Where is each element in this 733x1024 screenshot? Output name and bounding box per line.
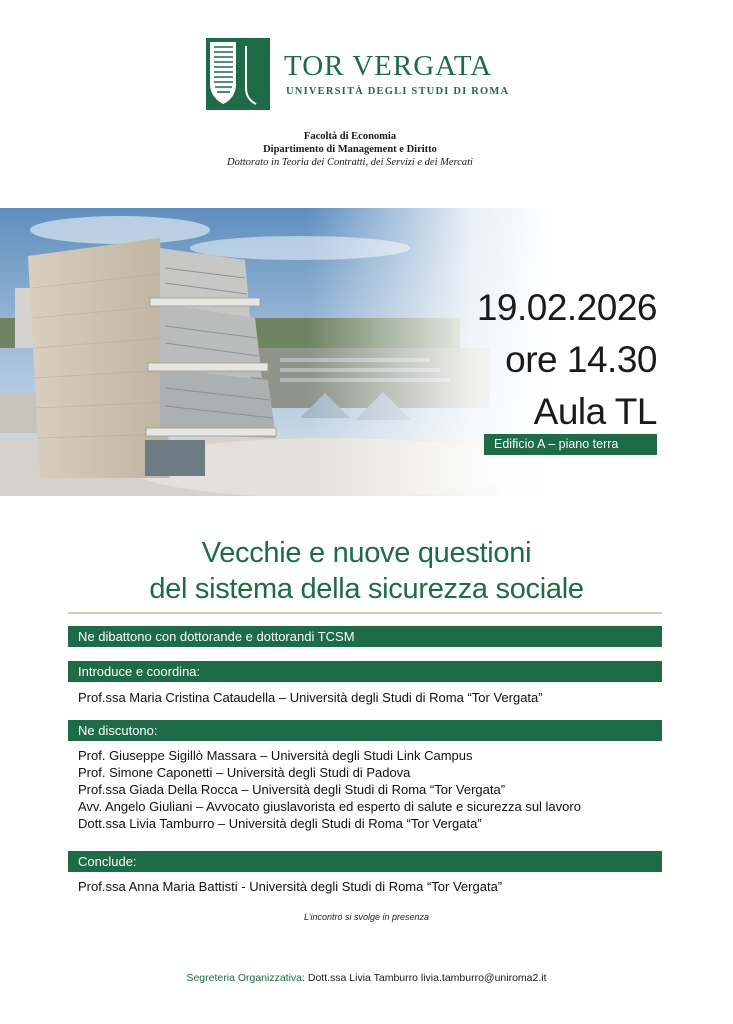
list-item: Prof.ssa Anna Maria Battisti - Università degli Studi di Roma “Tor Vergata” (78, 879, 503, 894)
conclude-list (78, 878, 502, 895)
faculty-name: Facoltà di Economia (303, 131, 397, 142)
intro-section-header: Introduce e coordina: (68, 661, 662, 682)
list-item: Prof.ssa Giada Della Rocca – Università degli Studi di Roma “Tor Vergata” (78, 782, 506, 797)
department-name: Dipartimento di Management e Diritto (263, 144, 437, 155)
secretariat-label: Segreteria Organizzativa: (186, 972, 305, 984)
logo-name: TOR VERGATA (284, 50, 493, 82)
title-divider (68, 612, 662, 614)
faculty-block (0, 130, 700, 169)
event-info (477, 282, 657, 438)
university-logo (206, 38, 510, 112)
list-item: Prof.ssa Maria Cristina Cataudella – Università degli Studi di Roma “Tor Vergata” (78, 690, 543, 705)
discuss-section-header: Ne discutono: (68, 720, 662, 741)
event-title-line-2: del sistema della sicurezza sociale (149, 573, 584, 605)
event-title (0, 535, 733, 607)
building-tag: Edificio A – piano terra (484, 434, 657, 455)
intro-list (78, 689, 543, 706)
conclude-section-header: Conclude: (68, 851, 662, 872)
organizing-secretariat (0, 972, 733, 984)
list-item: Avv. Angelo Giuliani – Avvocato giuslavorista ed esperto di salute e sicurezza sul lavoro (78, 799, 581, 814)
debate-bar: Ne dibattono con dottorande e dottorandi TCSM (68, 626, 662, 647)
secretariat-contact[interactable]: Dott.ssa Livia Tamburro livia.tamburro@uniroma2.it (307, 972, 547, 984)
logo-subtitle: UNIVERSITÀ DEGLI STUDI DI ROMA (286, 86, 510, 97)
event-time: ore 14.30 (505, 339, 657, 380)
event-title-line-1: Vecchie e nuove questioni (201, 537, 532, 569)
event-date: 19.02.2026 (476, 287, 657, 328)
list-item: Prof. Simone Caponetti – Università degli Studi di Padova (78, 765, 411, 780)
doctorate-name: Dottorato in Teoria dei Contratti, dei Servizi e dei Mercati (227, 157, 473, 168)
list-item: Dott.ssa Livia Tamburro – Università degli Studi di Roma “Tor Vergata” (78, 816, 482, 831)
presence-note: L’incontro si svolge in presenza (303, 912, 430, 922)
tor-vergata-emblem-icon (206, 38, 270, 110)
list-item: Prof. Giuseppe Sigillò Massara – Università degli Studi Link Campus (78, 748, 473, 763)
event-room: Aula TL (533, 391, 657, 432)
discuss-list (78, 747, 581, 832)
